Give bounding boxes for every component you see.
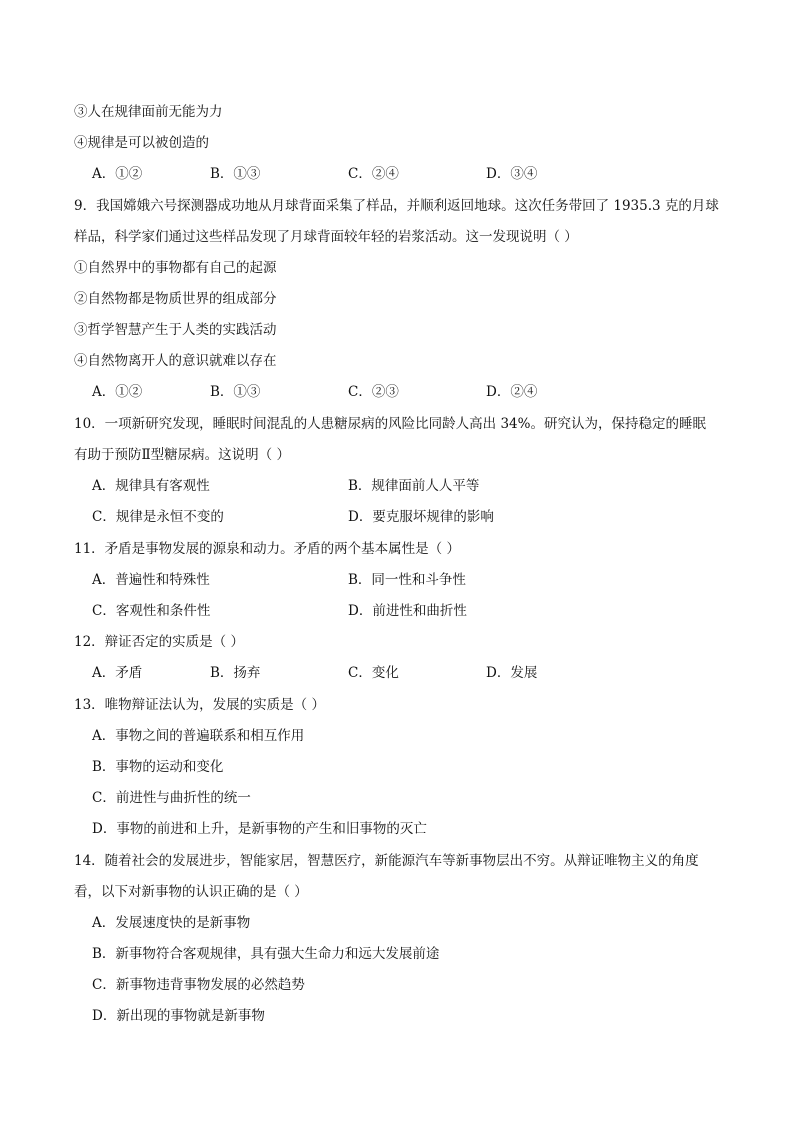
q13-option-c: C．前进性与曲折性的统一 [92,790,251,806]
q9-statement-4: ④自然物离开人的意识就难以存在 [74,353,277,369]
q11-option-b: B．同一性和斗争性 [348,572,466,588]
q8-option-c: C．②④ [348,166,399,182]
q9-statement-3: ③哲学智慧产生于人类的实践活动 [74,322,277,338]
q9-option-c: C．②③ [348,384,399,400]
q9-statement-2: ②自然物都是物质世界的组成部分 [74,291,277,307]
q9-option-d: D．②④ [486,384,538,400]
q14-stem-line2: 看，以下对新事物的认识正确的是（ ） [74,884,308,900]
q9-statement-1: ①自然界中的事物都有自己的起源 [74,260,277,276]
q10-stem-line2: 有助于预防Ⅱ型糖尿病。这说明（ ） [74,447,290,463]
q13-option-b: B．事物的运动和变化 [92,759,224,775]
q10-stem-line1: 10．一项新研究发现，睡眠时间混乱的人患糖尿病的风险比同龄人高出 34%。研究认为，保持稳定的睡眠 [74,416,706,432]
q10-option-d: D．要克服坏规律的影响 [348,509,494,525]
q14-option-b: B．新事物符合客观规律，具有强大生命力和远大发展前途 [92,946,440,962]
q13-stem: 13．唯物辩证法认为，发展的实质是（ ） [74,697,325,713]
q8-option-d: D．③④ [486,166,538,182]
q8-option-b: B．①③ [210,166,261,182]
q9-stem-line1: 9．我国嫦娥六号探测器成功地从月球背面采集了样品，并顺利返回地球。这次任务带回了 1935.3 克的月球 [74,198,719,214]
q14-option-a: A．发展速度快的是新事物 [92,915,251,931]
q10-option-a: A．规律具有客观性 [92,478,210,494]
q9-stem-line2: 样品，科学家们通过这些样品发现了月球背面较年轻的岩浆活动。这一发现说明（ ） [74,229,578,245]
q8-option-a: A．①② [92,166,143,182]
q12-stem: 12．辩证否定的实质是（ ） [74,634,244,650]
q10-option-c: C．规律是永恒不变的 [92,509,224,525]
q14-option-c: C．新事物违背事物发展的必然趋势 [92,977,305,993]
q11-option-c: C．客观性和条件性 [92,603,211,619]
q12-option-c: C．变化 [348,665,399,681]
q12-option-d: D．发展 [486,665,538,681]
q14-option-d: D．新出现的事物就是新事物 [92,1008,265,1024]
q12-option-b: B．扬弃 [210,665,261,681]
q9-option-a: A．①② [92,384,143,400]
q8-statement-4: ④规律是可以被创造的 [74,135,209,151]
q10-option-b: B．规律面前人人平等 [348,478,480,494]
q13-option-d: D．事物的前进和上升，是新事物的产生和旧事物的灭亡 [92,821,427,837]
q13-option-a: A．事物之间的普遍联系和相互作用 [92,728,305,744]
q11-option-d: D．前进性和曲折性 [348,603,467,619]
q11-stem: 11．矛盾是事物发展的源泉和动力。矛盾的两个基本属性是（ ） [74,541,460,557]
q12-option-a: A．矛盾 [92,665,143,681]
q11-option-a: A．普遍性和特殊性 [92,572,210,588]
q9-option-b: B．①③ [210,384,261,400]
q8-statement-3: ③人在规律面前无能为力 [74,104,223,120]
q14-stem-line1: 14．随着社会的发展进步，智能家居，智慧医疗，新能源汽车等新事物层出不穷。从辩证唯物主义的角度 [74,853,699,869]
